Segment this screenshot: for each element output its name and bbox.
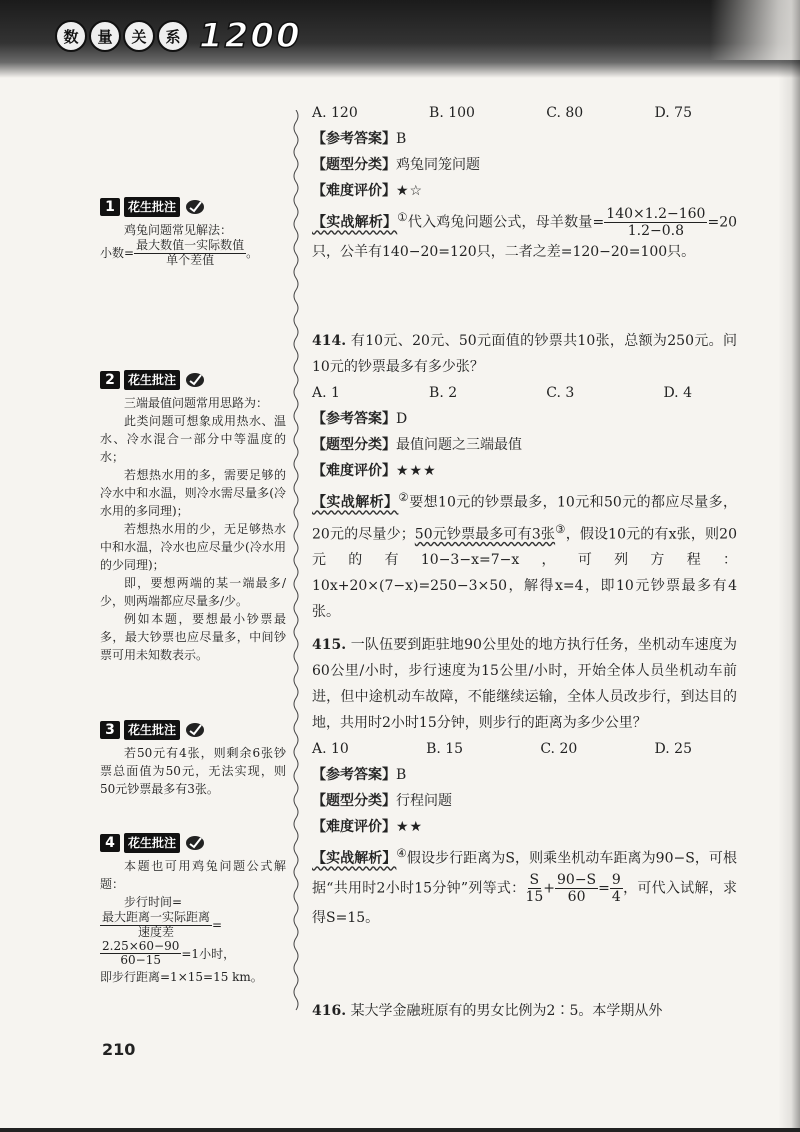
option-c: C. 80 bbox=[546, 105, 584, 121]
peanut-icon bbox=[184, 834, 206, 852]
column-divider bbox=[292, 110, 300, 1015]
answer-line: 【参考答案】B bbox=[312, 767, 407, 783]
note-paragraph: 若想热水用的多，需要足够的冷水中和水温，则冷水需尽量多(冷水用的多同理)； bbox=[100, 468, 286, 518]
peanut-icon bbox=[184, 721, 206, 739]
title-char-1: 数 bbox=[55, 20, 87, 52]
note-label: 花生批注 bbox=[124, 720, 180, 740]
note-paragraph: 若50元有4张，则剩余6张钞票总面值为50元，无法实现，则50元钞票最多有3张。 bbox=[100, 746, 286, 796]
type-line: 【题型分类】鸡兔同笼问题 bbox=[312, 157, 480, 173]
note-paragraph: 即，要想两端的某一端最多/少，则两端都应尽量多/少。 bbox=[100, 576, 286, 608]
note-number: 2 bbox=[100, 371, 120, 389]
question-416 bbox=[312, 998, 737, 1024]
title-char-4: 系 bbox=[157, 20, 189, 52]
note-number: 1 bbox=[100, 198, 120, 216]
title-char-2: 量 bbox=[89, 20, 121, 52]
options-row bbox=[312, 380, 692, 406]
question-text: 415. 一队伍要到距驻地90公里处的地方执行任务，坐机动车速度为60公里/小时，步行速度为15公里/小时，开始全体人员坐机动车前进，但中途机动车故障，不能继续运输，全体人员改步行，到达目的地，共用时2小时15分钟，则步行的距离为多少公里？ bbox=[312, 637, 737, 731]
option-d: D. 75 bbox=[654, 105, 692, 121]
option-b: B. 100 bbox=[429, 105, 475, 121]
note-text: 鸡兔问题常见解法： bbox=[124, 223, 233, 237]
binding-shadow bbox=[778, 0, 800, 1132]
note-paragraph: 此类问题可想象成用热水、温水、冷水混合一部分中等温度的水； bbox=[100, 414, 286, 464]
option-c: C. 20 bbox=[540, 741, 578, 757]
note-text: 即步行距离=1×15=15 km。 bbox=[100, 970, 263, 985]
header-band bbox=[0, 0, 800, 78]
analysis: 【实战解析】①代入鸡兔问题公式，母羊数量= $\frac{140\times 1.2-160}{1.2-0.8}$ =20只，公羊有140−20=120只，二者之差=120−20=100只。 bbox=[312, 206, 738, 261]
analysis: 【实战解析】②要想10元的钞票最多，10元和50元的都应尽量多，20元的尽量少；50元钞票最多可有3张③，假设10元的有x张，则20元的有10−3−x=7−x，可列方程：10x+20×(7−x)=250−3×50，解得x=4，即10元钞票最多有4张。 bbox=[312, 490, 738, 621]
page-number: 210 bbox=[102, 1040, 136, 1059]
peanut-note-1 bbox=[100, 197, 286, 268]
answer-line: 【参考答案】B bbox=[312, 131, 407, 147]
note-label: 花生批注 bbox=[124, 197, 180, 217]
bottom-edge bbox=[0, 1128, 800, 1132]
option-c: C. 3 bbox=[546, 385, 575, 401]
question-text: 416. 某大学金融班原有的男女比例为2∶5。本学期从外 bbox=[312, 1003, 663, 1019]
title-number: 1200 bbox=[199, 16, 302, 56]
peanut-note-4 bbox=[100, 833, 286, 986]
title-char-3: 关 bbox=[123, 20, 155, 52]
peanut-note-3 bbox=[100, 720, 286, 798]
peanut-icon bbox=[184, 371, 206, 389]
note-label: 花生批注 bbox=[124, 833, 180, 853]
difficulty-line: 【难度评价】★★ bbox=[312, 819, 424, 835]
note-number: 3 bbox=[100, 721, 120, 739]
analysis: 【实战解析】④假设步行距离为S，则乘坐机动车距离为90−S，可根据“共用时2小时15分钟”列等式： $\frac{S}{15}$ + $\frac{90-S}{60}$ = $\frac{9}{4}$ ，可代入试解，求得S=15。 bbox=[312, 846, 737, 926]
note-paragraph: 三端最值问题常用思路为： bbox=[124, 396, 269, 410]
question-415 bbox=[312, 632, 737, 931]
option-d: D. 25 bbox=[654, 741, 692, 757]
type-line: 【题型分类】最值问题之三端最值 bbox=[312, 437, 522, 453]
peanut-note-2 bbox=[100, 370, 286, 664]
option-b: B. 15 bbox=[426, 741, 464, 757]
difficulty-line: 【难度评价】★★★ bbox=[312, 463, 437, 479]
options-row bbox=[312, 736, 692, 762]
note-paragraph: 例如本题，要想最小钞票最多，最大钞票也应尽量多，中间钞票可用未知数表示。 bbox=[100, 612, 286, 662]
note-label: 花生批注 bbox=[124, 370, 180, 390]
options-row bbox=[312, 100, 692, 126]
type-line: 【题型分类】行程问题 bbox=[312, 793, 452, 809]
note-formula: $\frac{2.25\times 60-90}{60-15}$ =1小时， bbox=[102, 938, 236, 968]
note-number: 4 bbox=[100, 834, 120, 852]
question-413-tail bbox=[312, 100, 737, 265]
question-414 bbox=[312, 328, 737, 625]
note-text: 本题也可用鸡兔问题公式解题： bbox=[100, 859, 286, 891]
note-text: 步行时间= bbox=[124, 895, 183, 909]
option-d: D. 4 bbox=[663, 385, 692, 401]
option-a: A. 120 bbox=[312, 105, 358, 121]
difficulty-line: 【难度评价】★☆ bbox=[312, 183, 424, 199]
book-title bbox=[55, 16, 302, 56]
option-b: B. 2 bbox=[429, 385, 458, 401]
question-text: 414. 有10元、20元、50元面值的钞票共10张，总额为250元。问10元的钞票最多有多少张？ bbox=[312, 333, 737, 375]
note-paragraph: 若想热水用的少，无足够热水中和水温，冷水也应尽量少(冷水用的少同理)； bbox=[100, 522, 286, 572]
peanut-icon bbox=[184, 198, 206, 216]
option-a: A. 10 bbox=[312, 741, 349, 757]
note-formula: 小数= $\frac{\text{最大数值一实际数值}}{\text{单个差值}}$ 。 bbox=[100, 238, 259, 267]
option-a: A. 1 bbox=[312, 385, 340, 401]
answer-line: 【参考答案】D bbox=[312, 411, 408, 427]
note-formula: $\frac{\text{最大距离一实际距离}}{\text{速度差}}$ = bbox=[102, 910, 223, 939]
